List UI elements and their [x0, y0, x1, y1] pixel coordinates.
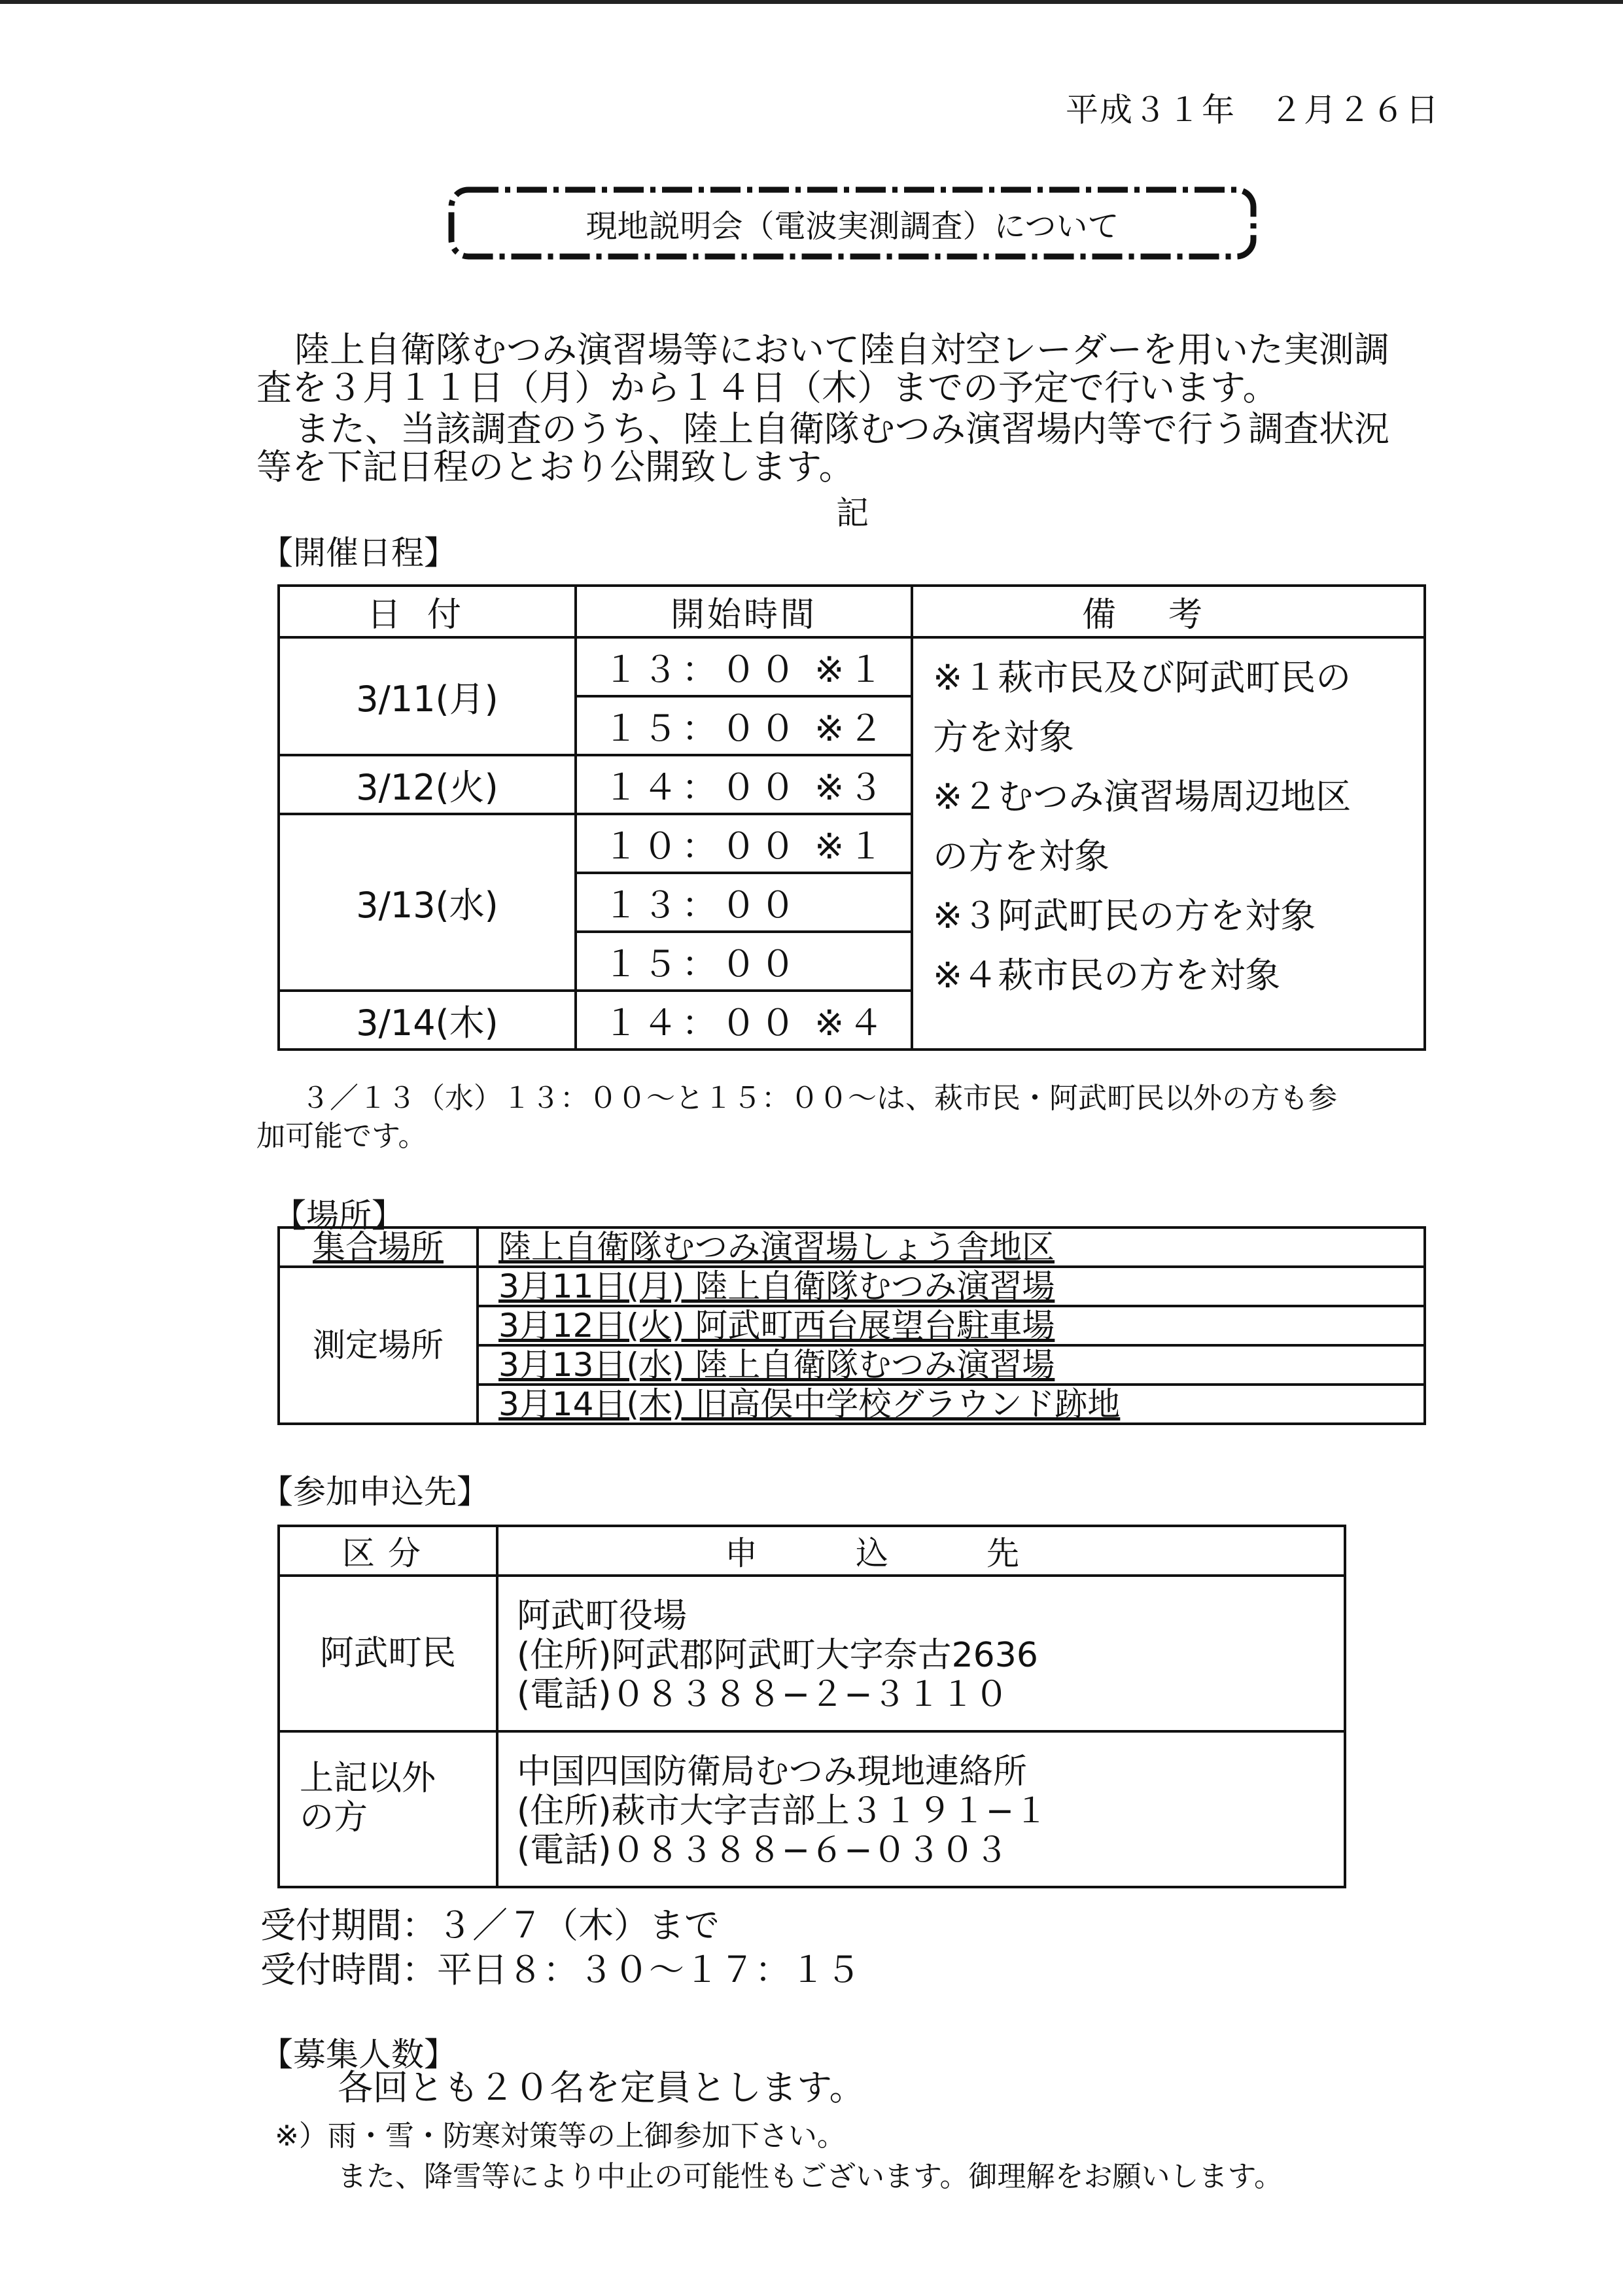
ki-mark: 記 [836, 494, 869, 532]
contact-detail [497, 1576, 1345, 1731]
place-table [277, 1226, 1426, 1425]
schedule-date: 3/14(木) [279, 991, 576, 1050]
contact-line: 阿武町役場 [517, 1597, 688, 1636]
schedule-time: １５：００ ※２ [576, 696, 912, 755]
contact-line: (電話)０８３８８−２−３１１０ [517, 1675, 1009, 1714]
contact-heading: 【参加申込先】 [260, 1473, 489, 1511]
measure-value: 3月11日(月) 陸上自衛隊むつみ演習場 [478, 1267, 1425, 1306]
schedule-heading: 【開催日程】 [260, 534, 457, 572]
recruit-text: 各回とも２０名を定員とします。 [338, 2067, 865, 2108]
assembly-label: 集合場所 [279, 1227, 478, 1267]
schedule-time: １４：００ ※３ [576, 755, 912, 814]
schedule-time: １３：００ ※１ [576, 637, 912, 696]
assembly-value: 陸上自衛隊むつみ演習場しょう舎地区 [478, 1227, 1425, 1267]
schedule-note: ※３阿武町民の方を対象 [933, 895, 1316, 936]
contact-line: 中国四国防衛局むつみ現地連絡所 [517, 1752, 1028, 1792]
contact-category-line: 上記以外 [300, 1759, 436, 1798]
contact-category-line: 阿武町民 [319, 1634, 456, 1673]
schedule-header-notes: 備考 [912, 586, 1425, 637]
schedule-notes [912, 637, 1425, 1050]
contact-line: (住所)萩市大字吉部上３１９１−１ [517, 1792, 1049, 1831]
schedule-date: 3/11(月) [279, 637, 576, 755]
document-title: 現地説明会（電波実測調査）について [585, 207, 1119, 245]
contact-line: (電話)０８３８８−６−０３０３ [517, 1831, 1009, 1870]
contact-table [277, 1525, 1346, 1888]
place-heading: 【場所】 [273, 1197, 404, 1235]
measure-value: 3月12日(火) 阿武町西台展望台駐車場 [478, 1306, 1425, 1345]
measure-value: 3月13日(水) 陸上自衛隊むつみ演習場 [478, 1345, 1425, 1385]
intro-line-1: 陸上自衛隊むつみ演習場等において陸自対空レーダーを用いた実測調 [294, 329, 1389, 370]
schedule-date: 3/13(水) [279, 814, 576, 991]
contact-category-line: の方 [300, 1798, 368, 1837]
schedule-note: ※１萩市民及び阿武町民の [933, 657, 1352, 698]
contact-category [279, 1576, 497, 1731]
reception-period: 受付期間：３／７（木）まで [260, 1905, 720, 1946]
contact-header-category: 区分 [279, 1526, 497, 1576]
document-date: 平成３１年 ２月２６日 [1066, 91, 1440, 129]
schedule-time: １４：００ ※４ [576, 991, 912, 1050]
schedule-header-time: 開始時間 [576, 586, 912, 637]
contact-category [279, 1731, 497, 1887]
recruit-note-1: ※）雨・雪・防寒対策等の上御参加下さい。 [275, 2119, 846, 2153]
schedule-table [277, 584, 1426, 1051]
schedule-time: １５：００ [576, 932, 912, 991]
schedule-time: １３：００ [576, 873, 912, 932]
schedule-note: 方を対象 [933, 716, 1074, 758]
schedule-note: の方を対象 [933, 836, 1109, 877]
measure-value: 3月14日(木) 旧高俣中学校グラウンド跡地 [478, 1385, 1425, 1424]
intro-line-2: 査を３月１１日（月）から１４日（木）までの予定で行います。 [256, 367, 1278, 408]
schedule-note: ※２むつみ演習場周辺地区 [933, 776, 1352, 817]
schedule-header-date: 日付 [279, 586, 576, 637]
reception-hours: 受付時間：平日８：３０～１７：１５ [260, 1949, 861, 1990]
intro-line-3: また、当該調査のうち、陸上自衛隊むつみ演習場内等で行う調査状況 [294, 408, 1389, 450]
contact-detail [497, 1731, 1345, 1887]
schedule-footnote-line-1: ３／１３（水）１３：００～と１５：００～は、萩市民・阿武町民以外の方も参 [301, 1082, 1337, 1115]
schedule-time: １０：００ ※１ [576, 814, 912, 873]
measure-label: 測定場所 [279, 1267, 478, 1424]
schedule-note: ※４萩市民の方を対象 [933, 955, 1281, 996]
page-top-border [0, 0, 1623, 4]
recruit-heading: 【募集人数】 [260, 2036, 457, 2074]
intro-line-4: 等を下記日程のとおり公開致します。 [256, 446, 854, 487]
title-box [437, 181, 1268, 266]
recruit-note-2: また、降雪等により中止の可能性もございます。御理解をお願いします。 [338, 2160, 1283, 2193]
contact-line: (住所)阿武郡阿武町大字奈古2636 [517, 1636, 1038, 1675]
contact-header-destination: 申込先 [497, 1526, 1345, 1576]
schedule-date: 3/12(火) [279, 755, 576, 814]
schedule-footnote-line-2: 加可能です。 [256, 1120, 427, 1153]
